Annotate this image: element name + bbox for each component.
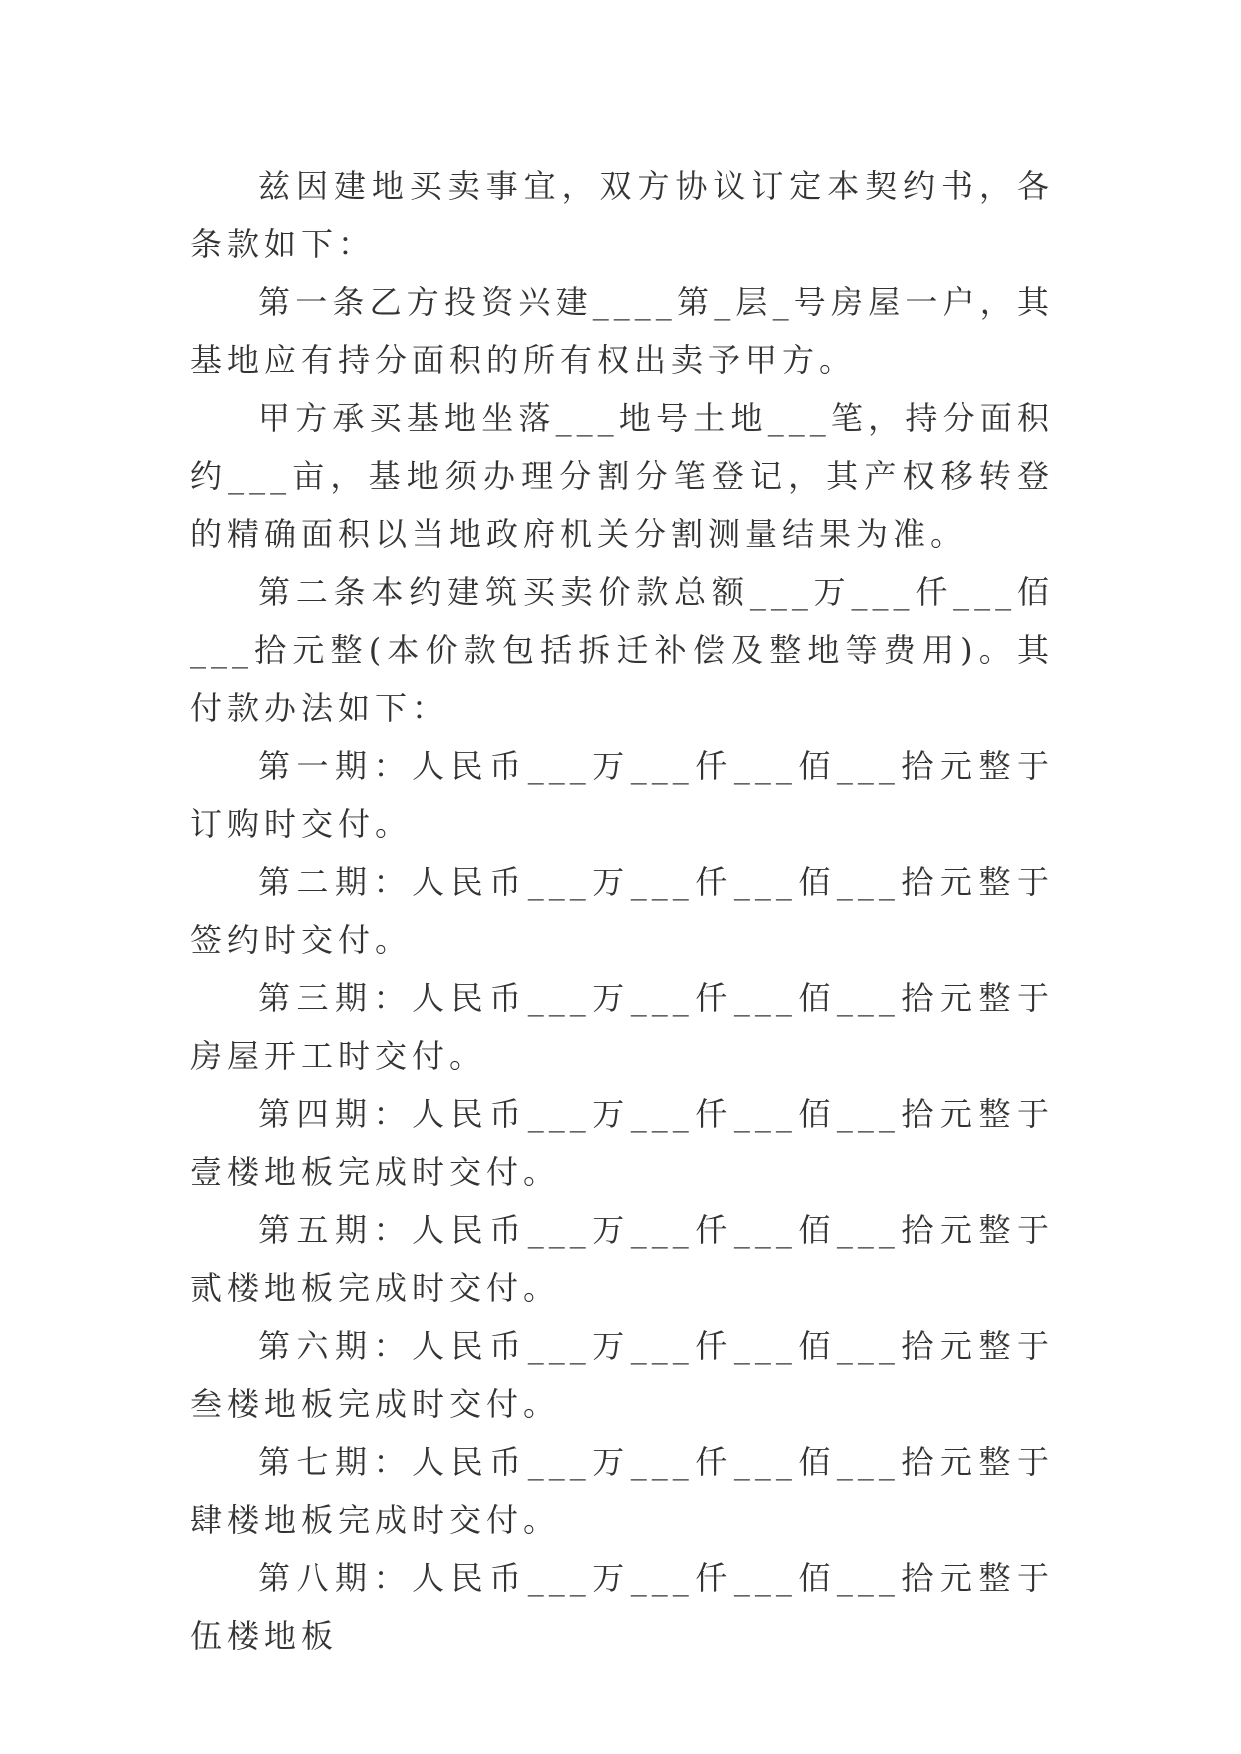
- paragraph-land-details: 甲方承买基地坐落___地号土地___笔，持分面积约___亩，基地须办理分割分笔登记，其产权移转登的精确面积以当地政府机关分割测量结果为准。: [190, 399, 1054, 553]
- paragraph-installment-3: 第三期：人民币___万___仟___佰___拾元整于房屋开工时交付。: [190, 979, 1054, 1075]
- paragraph-article-2: 第二条本约建筑买卖价款总额___万___仟___佰___拾元整(本价款包括拆迁补偿及整地等费用)。其付款办法如下：: [190, 573, 1054, 727]
- paragraph-installment-6: 第六期：人民币___万___仟___佰___拾元整于叁楼地板完成时交付。: [190, 1327, 1054, 1423]
- paragraph-installment-7: 第七期：人民币___万___仟___佰___拾元整于肆楼地板完成时交付。: [190, 1443, 1054, 1539]
- paragraph-intro: 兹因建地买卖事宜，双方协议订定本契约书，各条款如下：: [190, 167, 1054, 263]
- contract-body: [190, 157, 1054, 1665]
- paragraph-installment-1: 第一期：人民币___万___仟___佰___拾元整于订购时交付。: [190, 747, 1054, 843]
- paragraph-installment-4: 第四期：人民币___万___仟___佰___拾元整于壹楼地板完成时交付。: [190, 1095, 1054, 1191]
- paragraph-installment-2: 第二期：人民币___万___仟___佰___拾元整于签约时交付。: [190, 863, 1054, 959]
- paragraph-installment-8: 第八期：人民币___万___仟___佰___拾元整于伍楼地板: [190, 1559, 1054, 1655]
- paragraph-article-1: 第一条乙方投资兴建____第_层_号房屋一户，其基地应有持分面积的所有权出卖予甲方。: [190, 283, 1054, 379]
- paragraph-installment-5: 第五期：人民币___万___仟___佰___拾元整于贰楼地板完成时交付。: [190, 1211, 1054, 1307]
